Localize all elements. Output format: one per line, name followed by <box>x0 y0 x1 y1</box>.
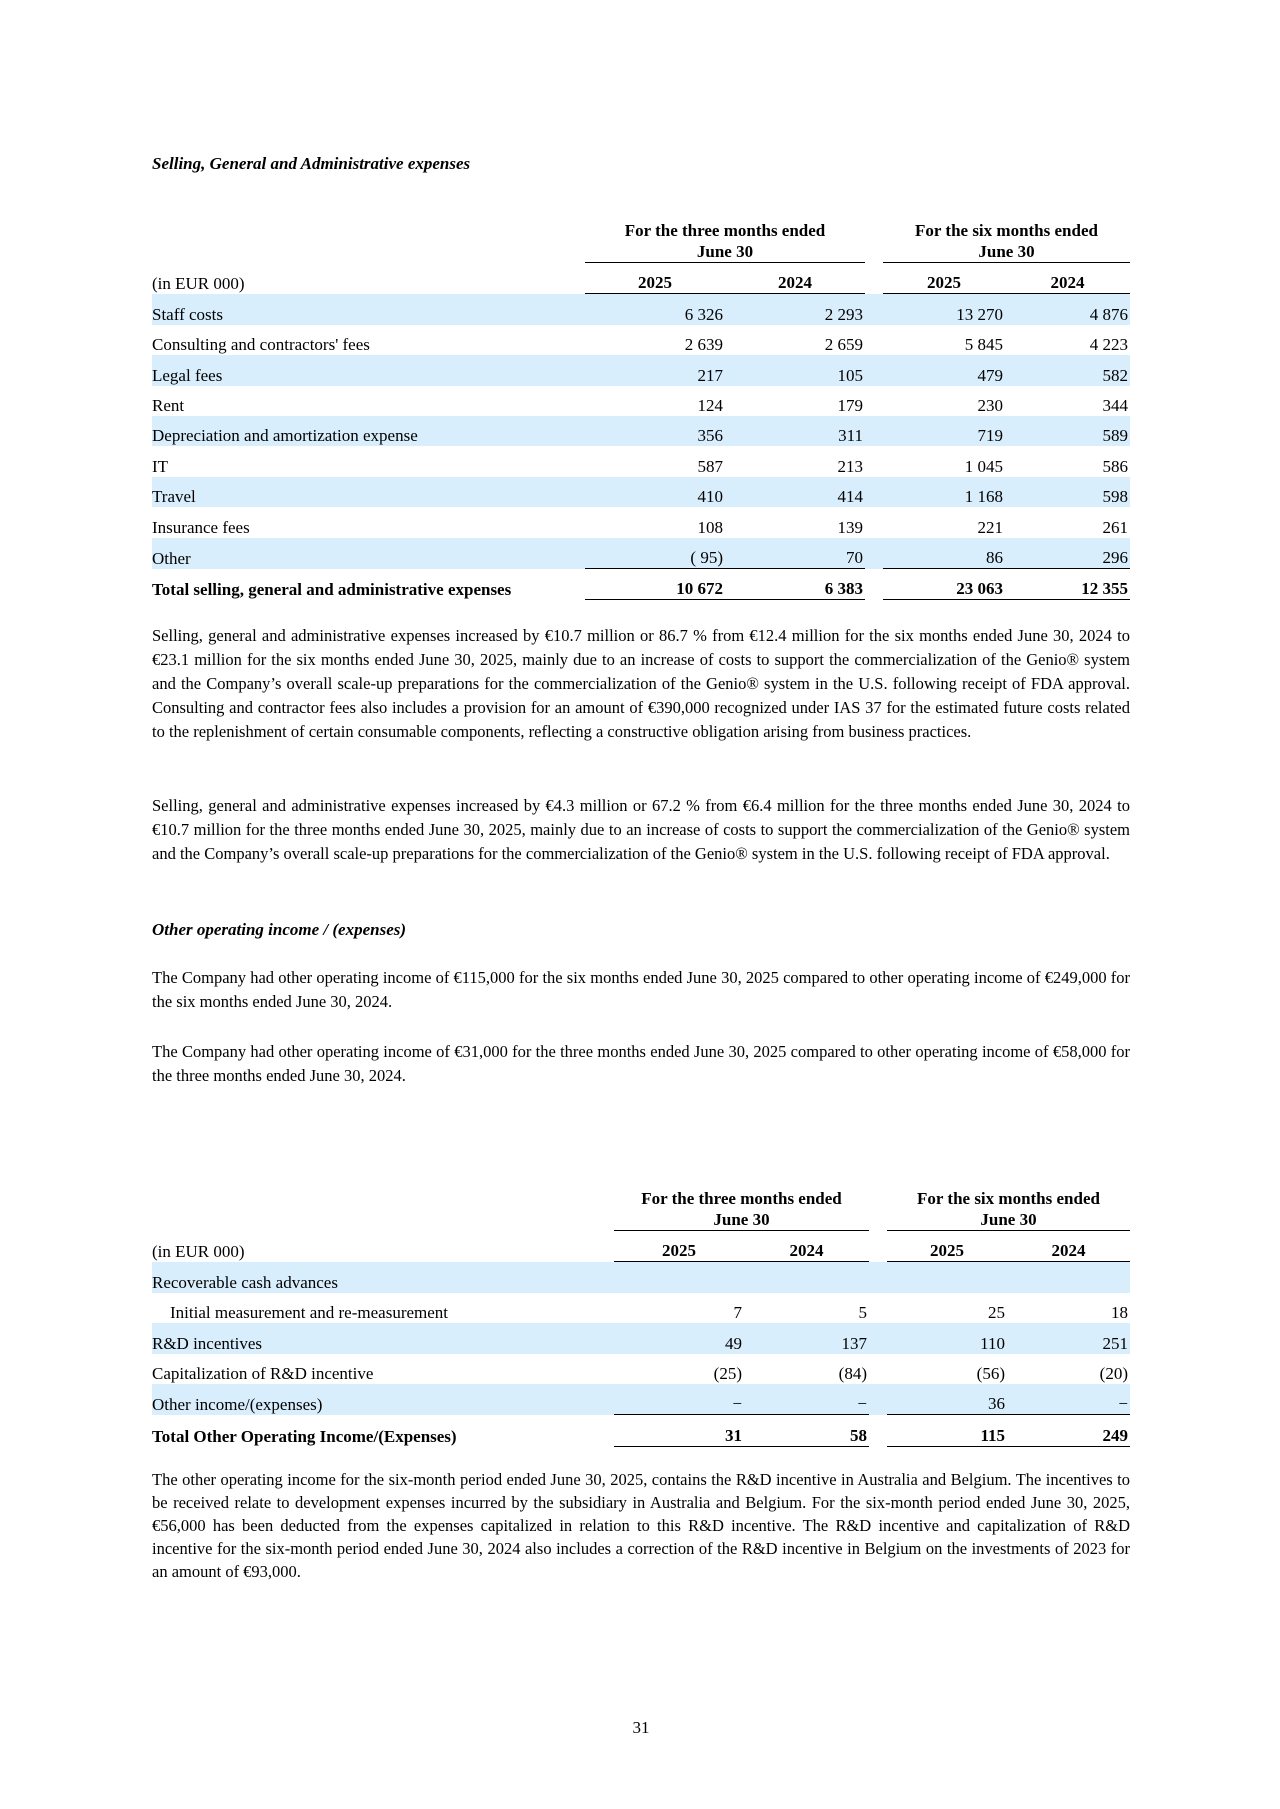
sga-paragraph-three-months: Selling, general and administrative expenses increased by €4.3 million or 67.2 % from €6.4 million for the three months ended June 30, 2024 to €10.7 million for the three months ended June 30, 2025, mainly due to an increase of costs to support the commercialization of the Genio® system and the Company’s overall scale-up preparations for the commercialization of the Genio® system in the U.S. following receipt of FDA approval. <box>152 796 1130 863</box>
table-row: Capitalization of R&D incentive (25) (84) (56) (20) <box>152 1363 1128 1383</box>
table-row: Other ( 95) 70 86 296 <box>152 538 1130 569</box>
page-number: 31 <box>632 1718 650 1737</box>
total-row: Total Other Operating Income/(Expenses) 31 58 115 249 <box>152 1415 1130 1446</box>
other-ops-paragraph-six-months: The Company had other operating income of €115,000 for the six months ended June 30, 2025 compared to other operating income of €249,000 for the six months ended June 30, 2024. <box>152 968 1130 1011</box>
sga-year-col: 2024 <box>1005 263 1130 294</box>
other-ops-year-col: 2025 <box>614 1231 744 1262</box>
other-ops-unit-label: (in EUR 000) <box>152 1242 245 1262</box>
table-row: Other income/(expenses) − − 36 − <box>152 1384 1130 1415</box>
other-ops-year-col: 2024 <box>1007 1231 1130 1262</box>
table-row: Legal fees 217 105 479 582 <box>152 355 1130 385</box>
table-row: Travel 410 414 1 168 598 <box>152 477 1130 507</box>
sga-section-title: Selling, General and Administrative expenses <box>152 154 471 173</box>
table-row: R&D incentives 49 137 110 251 <box>152 1323 1130 1353</box>
table-row: Recoverable cash advances <box>152 1262 1130 1292</box>
sga-year-col: 2025 <box>585 263 725 294</box>
sga-header-six-months: For the six months ended June 30 <box>883 214 1130 263</box>
other-ops-section-title: Other operating income / (expenses) <box>152 920 407 939</box>
table-row: Initial measurement and re-measurement 7 5 25 18 <box>170 1303 1128 1323</box>
other-ops-year-col: 2025 <box>887 1231 1007 1262</box>
other-ops-header-three-months: For the three months ended June 30 <box>614 1182 869 1231</box>
table-row: Consulting and contractors' fees 2 639 2 659 5 845 4 223 <box>152 335 1128 355</box>
sga-year-col: 2024 <box>725 263 865 294</box>
table-row: IT 587 213 1 045 586 <box>152 456 1128 476</box>
sga-unit-label: (in EUR 000) <box>152 274 245 294</box>
sga-year-col: 2025 <box>883 263 1005 294</box>
other-ops-header-six-months: For the six months ended June 30 <box>887 1182 1130 1231</box>
other-ops-table <box>152 1182 1130 1447</box>
sga-paragraph-six-months: Selling, general and administrative expenses increased by €10.7 million or 86.7 % from €12.4 million for the six months ended June 30, 2024 to €23.1 million for the six months ended June 30, 2025, mainly due to an increase of costs to support the commercialization of the Genio® system and the Company’s overall scale-up preparations for the commercialization of the Genio® system in the U.S. following receipt of FDA approval. Consulting and contractor fees also includes a provision for an amount of €390,000 recognized under IAS 37 for the estimated future costs related to the replenishment of certain consumable components, reflecting a constructive obligation arising from business practices. <box>152 626 1130 741</box>
sga-header-three-months: For the three months ended June 30 <box>585 214 865 263</box>
other-ops-paragraph-three-months: The Company had other operating income of €31,000 for the three months ended June 30, 2025 compared to other operating income of €58,000 for the three months ended June 30, 2024. <box>152 1042 1130 1085</box>
other-ops-year-col: 2024 <box>744 1231 869 1262</box>
sga-table <box>152 214 1130 600</box>
table-row: Depreciation and amortization expense 356 311 719 589 <box>152 416 1130 446</box>
other-ops-note: The other operating income for the six-month period ended June 30, 2025, contains the R&D incentive in Australia and Belgium. The incentives to be received relate to development expenses incurred by the subsidiary in Australia and Belgium. For the six-month period ended June 30, 2025, €56,000 has been deducted from the expenses capitalized in relation to this R&D incentive. The R&D incentive and capitalization of R&D incentive for the six-month period ended June 30, 2024 also includes a correction of the R&D incentive in Belgium on the investments of 2023 for an amount of €93,000. <box>152 1470 1130 1581</box>
table-row: Staff costs 6 326 2 293 13 270 4 876 <box>152 294 1130 324</box>
table-row: Insurance fees 108 139 221 261 <box>152 517 1128 537</box>
total-row: Total selling, general and administrative expenses 10 672 6 383 23 063 12 355 <box>152 569 1130 600</box>
table-row: Rent 124 179 230 344 <box>152 395 1128 415</box>
